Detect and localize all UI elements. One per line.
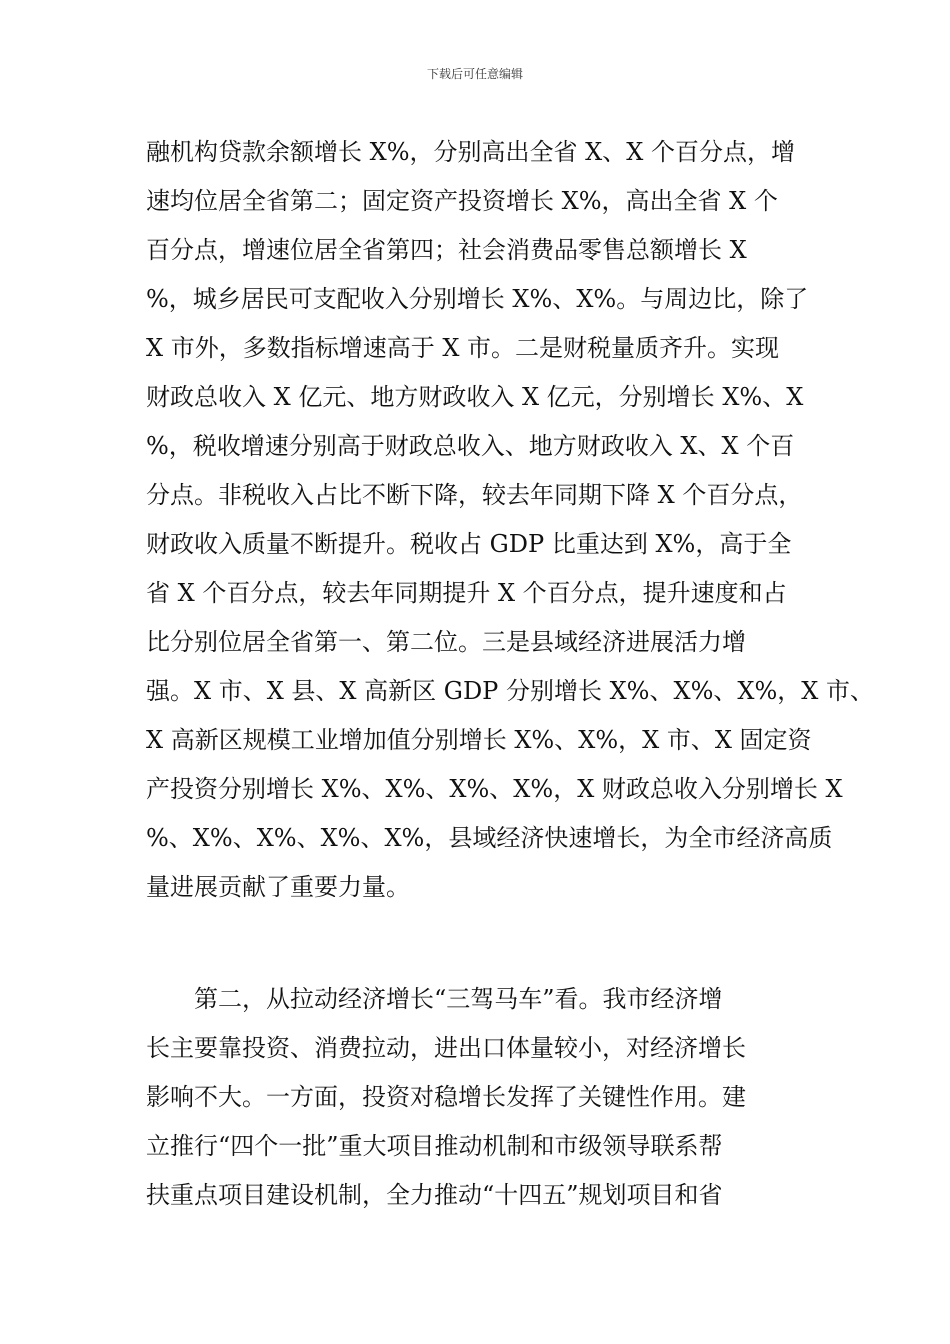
text-line: 扶重点项目建设机制，全力推动“十四五”规划项目和省 xyxy=(146,1181,723,1209)
text-line: 强。X 市、X 县、X 高新区 GDP 分别增长 X%、X%、X%，X 市、 xyxy=(146,677,874,705)
text-line: 影响不大。一方面，投资对稳增长发挥了关键性作用。建 xyxy=(146,1083,746,1111)
page-header: 下载后可任意编辑 xyxy=(426,67,523,81)
text-line: 长主要靠投资、消费拉动，进出口体量较小，对经济增长 xyxy=(146,1034,746,1062)
text-line: 立推行“四个一批”重大项目推动机制和市级领导联系帮 xyxy=(146,1132,723,1160)
text-line: X 市外，多数指标增速高于 X 市。二是财税量质齐升。实现 xyxy=(146,334,780,362)
text-line: 速均位居全省第二；固定资产投资增长 X%，高出全省 X 个 xyxy=(146,187,778,215)
text-line: %，税收增速分别高于财政总收入、地方财政收入 X、X 个百 xyxy=(146,432,795,460)
text-line: X 高新区规模工业增加值分别增长 X%、X%，X 市、X 固定资 xyxy=(146,726,812,754)
text-line: 财政收入质量不断提升。税收占 GDP 比重达到 X%，高于全 xyxy=(146,530,792,558)
text-line: 量进展贡献了重要力量。 xyxy=(146,873,410,901)
text-line: %、X%、X%、X%、X%，县域经济快速增长，为全市经济高质 xyxy=(146,824,833,852)
text-line: 比分别位居全省第一、第二位。三是县域经济进展活力增 xyxy=(146,628,746,656)
text-line: 分点。非税收入占比不断下降，较去年同期下降 X 个百分点， xyxy=(146,481,803,509)
text-line: 第二，从拉动经济增长“三驾马车”看。我市经济增 xyxy=(146,985,723,1013)
paragraph-2 xyxy=(146,975,836,1220)
text-line: 省 X 个百分点，较去年同期提升 X 个百分点，提升速度和占 xyxy=(146,579,787,607)
text-line: 财政总收入 X 亿元、地方财政收入 X 亿元，分别增长 X%、X xyxy=(146,383,804,411)
text-line: %，城乡居民可支配收入分别增长 X%、X%。与周边比，除了 xyxy=(146,285,809,313)
text-line: 产投资分别增长 X%、X%、X%、X%，X 财政总收入分别增长 X xyxy=(146,775,843,803)
text-line: 百分点，增速位居全省第四；社会消费品零售总额增长 X xyxy=(146,236,747,264)
text-line: 融机构贷款余额增长 X%，分别高出全省 X、X 个百分点，增 xyxy=(146,138,795,166)
paragraph-1 xyxy=(146,128,874,912)
